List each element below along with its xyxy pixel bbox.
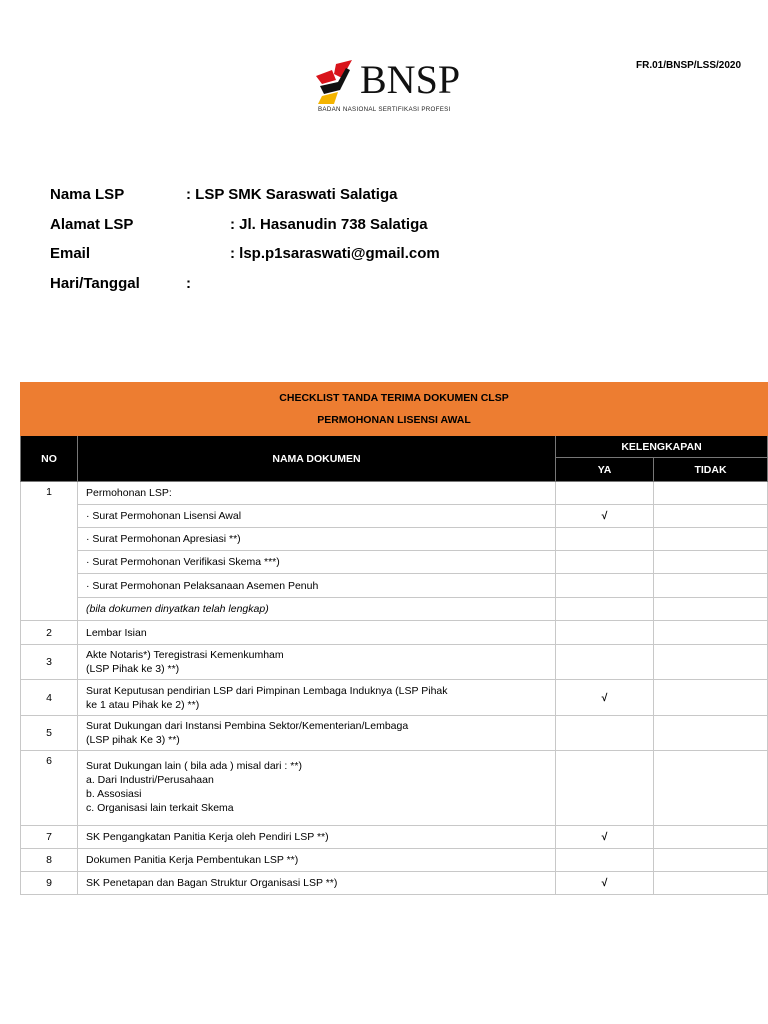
logo-wordmark: BNSP [360, 57, 461, 102]
document-name: · Surat Permohonan Pelaksanaan Asemen Penuh [78, 574, 556, 598]
table-row [21, 826, 768, 849]
ya-checkbox[interactable] [556, 716, 654, 751]
ya-checkbox[interactable] [556, 551, 654, 574]
info-value: : [186, 275, 191, 292]
table-row [21, 716, 768, 751]
ya-checkbox[interactable] [556, 482, 654, 505]
info-label: Nama LSP [50, 186, 125, 203]
tidak-checkbox[interactable] [654, 551, 768, 574]
table-row [21, 505, 768, 528]
tidak-checkbox[interactable] [654, 528, 768, 551]
ya-checkbox[interactable] [556, 621, 654, 645]
tidak-checkbox[interactable] [654, 751, 768, 826]
tidak-checkbox[interactable] [654, 598, 768, 621]
table-row [21, 645, 768, 680]
table-row [21, 621, 768, 645]
table-row [21, 751, 768, 826]
info-value: : Jl. Hasanudin 738 Salatiga [230, 216, 428, 233]
check-mark-icon: √ [601, 831, 608, 843]
table-row [21, 528, 768, 551]
row-number: 8 [21, 849, 78, 872]
row-number: 7 [21, 826, 78, 849]
document-line: Akte Notaris*) Teregistrasi Kemenkumham [86, 649, 284, 661]
document-name [78, 645, 556, 680]
header-ya: YA [556, 458, 654, 482]
row-number: 5 [21, 716, 78, 751]
document-line: (LSP pihak Ke 3) **) [86, 734, 180, 746]
document-name [78, 716, 556, 751]
header-kelengkapan: KELENGKAPAN [556, 436, 768, 458]
document-name: SK Penetapan dan Bagan Struktur Organisasi LSP **) [78, 872, 556, 895]
info-row-tanggal [50, 275, 191, 292]
checklist-table [20, 382, 768, 895]
document-line: Surat Dukungan lain ( bila ada ) misal dari : **) [86, 760, 302, 772]
tidak-checkbox[interactable] [654, 826, 768, 849]
document-name: · Surat Permohonan Verifikasi Skema ***) [78, 551, 556, 574]
ya-checkbox[interactable] [556, 528, 654, 551]
document-line: Surat Dukungan dari Instansi Pembina Sektor/Kementerian/Lembaga [86, 720, 409, 732]
ya-checkbox[interactable] [556, 680, 654, 716]
document-line: Surat Keputusan pendirian LSP dari Pimpinan Lembaga Induknya (LSP Pihak [86, 684, 448, 697]
ya-checkbox[interactable] [556, 574, 654, 598]
table-title-line1: CHECKLIST TANDA TERIMA DOKUMEN CLSP [279, 392, 509, 404]
check-mark-icon: √ [601, 691, 608, 704]
ya-checkbox[interactable] [556, 751, 654, 826]
header-tidak: TIDAK [654, 458, 768, 482]
table-row [21, 574, 768, 598]
info-value: : LSP SMK Saraswati Salatiga [186, 186, 398, 203]
row-number: 9 [21, 872, 78, 895]
table-title [21, 383, 768, 436]
tidak-checkbox[interactable] [654, 505, 768, 528]
row-number: 6 [21, 751, 78, 826]
table-row [21, 482, 768, 505]
tidak-checkbox[interactable] [654, 645, 768, 680]
logo-subtitle: BADAN NASIONAL SERTIFIKASI PROFESI [318, 106, 451, 113]
info-row-nama [50, 186, 398, 203]
document-name: Permohonan LSP: [78, 482, 556, 505]
header-nama-dokumen: NAMA DOKUMEN [78, 436, 556, 482]
document-name: · Surat Permohonan Lisensi Awal [78, 505, 556, 528]
ya-checkbox[interactable] [556, 849, 654, 872]
bnsp-emblem-icon [312, 60, 358, 106]
info-label: Alamat LSP [50, 216, 134, 233]
document-name: SK Pengangkatan Panitia Kerja oleh Pendiri LSP **) [78, 826, 556, 849]
ya-checkbox[interactable] [556, 645, 654, 680]
row-number: 4 [21, 680, 78, 716]
document-line: ke 1 atau Pihak ke 2) **) [86, 698, 200, 711]
table-row [21, 551, 768, 574]
tidak-checkbox[interactable] [654, 482, 768, 505]
document-name: Lembar Isian [78, 621, 556, 645]
info-row-email [50, 245, 440, 262]
document-line: c. Organisasi lain terkait Skema [86, 802, 234, 814]
check-mark-icon: √ [601, 877, 608, 889]
ya-checkbox[interactable] [556, 872, 654, 895]
document-name [78, 751, 556, 826]
document-name: · Surat Permohonan Apresiasi **) [78, 528, 556, 551]
document-line: a. Dari Industri/Perusahaan [86, 774, 214, 786]
row-number: 2 [21, 621, 78, 645]
info-value: : lsp.p1saraswati@gmail.com [230, 245, 440, 262]
bnsp-logo [312, 57, 502, 120]
info-label: Email [50, 245, 91, 262]
ya-checkbox[interactable] [556, 826, 654, 849]
table-row [21, 872, 768, 895]
table-row [21, 598, 768, 621]
table-row [21, 680, 768, 716]
info-row-alamat [50, 216, 428, 233]
document-name [78, 680, 556, 716]
table-row [21, 849, 768, 872]
row-number: 1 [21, 482, 78, 621]
ya-checkbox[interactable] [556, 505, 654, 528]
table-title-line2: PERMOHONAN LISENSI AWAL [317, 414, 471, 426]
header-no: NO [21, 436, 78, 482]
tidak-checkbox[interactable] [654, 849, 768, 872]
tidak-checkbox[interactable] [654, 680, 768, 716]
info-label: Hari/Tanggal [50, 275, 140, 292]
document-line: b. Assosiasi [86, 788, 142, 800]
tidak-checkbox[interactable] [654, 574, 768, 598]
tidak-checkbox[interactable] [654, 621, 768, 645]
document-name: Dokumen Panitia Kerja Pembentukan LSP **) [78, 849, 556, 872]
tidak-checkbox[interactable] [654, 872, 768, 895]
document-line: (LSP Pihak ke 3) **) [86, 663, 180, 675]
check-mark-icon: √ [601, 510, 608, 522]
document-note: (bila dokumen dinyatkan telah lengkap) [78, 598, 556, 621]
document-reference: FR.01/BNSP/LSS/2020 [636, 60, 742, 71]
tidak-checkbox[interactable] [654, 716, 768, 751]
ya-checkbox[interactable] [556, 598, 654, 621]
row-number: 3 [21, 645, 78, 680]
